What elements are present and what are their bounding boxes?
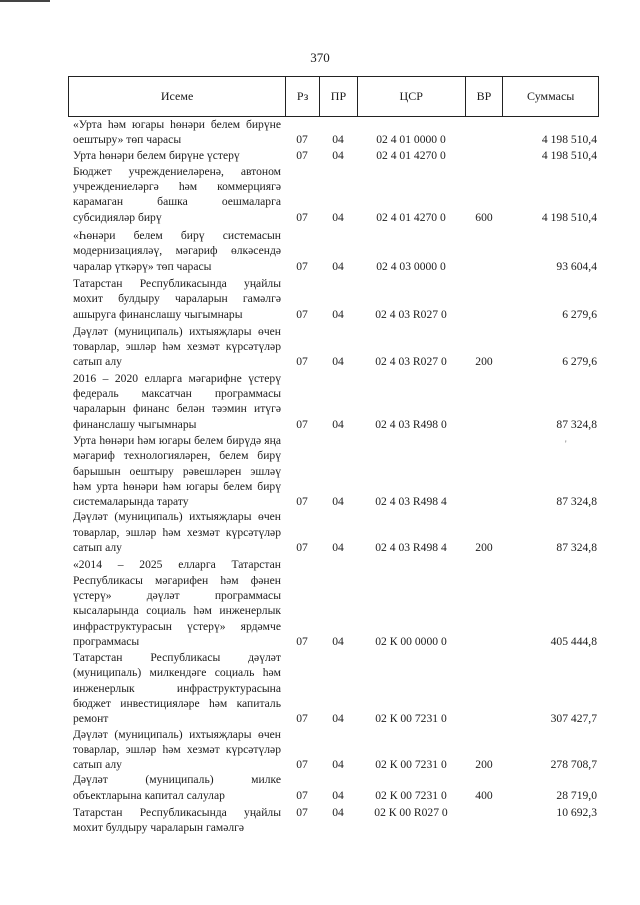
header-sum: Суммасы [502,77,598,116]
header-vr: ВР [465,77,503,116]
cell-rz: 07 [296,758,308,772]
cell-sum: 87 324,8 [556,495,597,509]
table-row [68,509,599,555]
cell-vr: 200 [475,355,493,369]
table-row [68,164,599,225]
cell-pr: 04 [332,133,344,147]
cell-csr: 02 К 00 7231 0 [375,712,447,726]
cell-sum: 93 604,4 [556,259,597,273]
table-header [68,76,599,117]
cell-pr: 04 [332,495,344,509]
cell-csr: 02 К 00 0000 0 [375,634,447,648]
cell-rz: 07 [296,541,308,555]
cell-name: Дәүләт (муниципаль) ихтыяҗлары өчен товарлар, эшләр һәм хезмәт күрсәтүләр сатып алу [73,727,281,772]
cell-name: Урта һөнәри белем бирүне үстерү [73,148,240,162]
cell-sum: 4 198 510,4 [541,133,597,147]
cell-rz: 07 [296,634,308,648]
cell-rz: 07 [296,259,308,273]
cell-pr: 04 [332,355,344,369]
table-row [68,557,599,649]
cell-sum: 87 324,8 [556,541,597,555]
cell-csr: 02 4 01 4270 0 [376,148,446,162]
cell-pr: 04 [332,210,344,224]
cell-name: Татарстан Республикасында уңайлы мохит булдыру чараларын гамәлгә ашыруга финанслашу чыгымнары [73,276,281,321]
cell-name: Дәүләт (муниципаль) милке объектларына капитал салулар [73,773,281,802]
table-row [68,433,599,509]
cell-pr: 04 [332,541,344,555]
cell-sum: 6 279,6 [562,355,597,369]
cell-vr: 400 [475,788,493,802]
cell-name: Дәүләт (муниципаль) ихтыяҗлары өчен товарлар, эшләр һәм хезмәт күрсәтүләр сатып алу [73,324,281,369]
cell-csr: 02 4 03 R498 4 [375,541,447,555]
cell-csr: 02 4 01 4270 0 [376,210,446,224]
cell-pr: 04 [332,634,344,648]
cell-name: Дәүләт (муниципаль) ихтыяҗлары өчен товарлар, эшләр һәм хезмәт күрсәтүләр сатып алу [73,510,281,555]
table-row [68,324,599,370]
cell-pr: 04 [332,417,344,431]
cell-name: «2014 – 2025 елларга Татарстан Республикасы мәгарифен һәм фәнен үстерү» дәүләт программасы кысаларында социаль һәм инженерлык инфраструктурасын үстерү» ярдәмче программасы [73,558,281,648]
cell-rz: 07 [296,417,308,431]
table-row [68,228,599,274]
cell-csr: 02 4 03 R027 0 [375,355,447,369]
cell-sum: 278 708,7 [550,758,597,772]
cell-sum: 6 279,6 [562,307,597,321]
cell-sum: 28 719,0 [556,788,597,802]
page-number: 370 [310,50,330,65]
cell-sum: 87 324,8 [556,417,597,431]
cell-pr: 04 [332,758,344,772]
cell-rz: 07 [296,788,308,802]
header-name: Исеме [160,89,194,103]
cell-pr: 04 [332,148,344,162]
cell-sum: 4 198 510,4 [541,210,597,224]
cell-rz: 07 [296,307,308,321]
cell-name: «Һөнәри белем бирү системасын модернизацияләү, мәгариф өлкәсендә чаралар үткәрү» төп чарасы [73,229,281,273]
scan-corner-mark [0,0,50,2]
header-rz: Рз [285,77,319,116]
cell-name: 2016 – 2020 елларга мәгарифне үстерү федераль максатчан программасы чараларын финанс белән тәэмин итүгә финанслашу чыгымнары [73,371,281,431]
table-row [68,727,599,773]
cell-sum: 307 427,7 [550,712,597,726]
table-row [68,371,599,432]
table-row [68,148,599,163]
cell-csr: 02 4 03 0000 0 [376,259,446,273]
cell-csr: 02 4 03 R027 0 [375,307,447,321]
cell-name: Татарстан Республикасында уңайлы мохит булдыру чараларын гамәлгә [73,806,281,835]
header-csr: ЦСР [357,77,465,116]
budget-table [68,76,599,836]
cell-sum: 4 198 510,4 [541,148,597,162]
cell-csr: 02 К 00 R027 0 [374,806,448,820]
cell-vr: 200 [475,758,493,772]
cell-rz: 07 [296,210,308,224]
cell-rz: 07 [296,133,308,147]
header-pr: ПР [319,77,357,116]
cell-vr: 200 [475,541,493,555]
cell-rz: 07 [296,355,308,369]
cell-pr: 04 [332,788,344,802]
cell-pr: 04 [332,259,344,273]
cell-pr: 04 [332,307,344,321]
cell-name: Татарстан Республикасы дәүләт (муниципаль) милкендәге социаль һәм инженерлык инфраструктурасына бюджет инвестицияләре һәм капиталь ремонт [73,651,281,726]
cell-sum: 10 692,3 [556,806,597,820]
cell-csr: 02 4 03 R498 4 [375,495,447,509]
cell-sum: 405 444,8 [550,634,597,648]
cell-name: Бюджет учреждениеләренә, автоном учреждениеләргә һәм коммерциягә карамаган башка оешмаларга субсидияләр бирү [73,164,281,224]
cell-name: Урта һөнәри һәм югары белем бирүдә яңа мәгариф технологияләрен, белем бирү барышын оештыру рәвешләрен эшләү һәм урта һөнәри һәм югары белем бирү системаларында тарату [73,433,281,509]
cell-csr: 02 К 00 7231 0 [375,758,447,772]
cell-rz: 07 [296,495,308,509]
cell-rz: 07 [296,712,308,726]
table-row [68,276,599,322]
table-row [68,117,599,148]
table-body [68,117,599,836]
cell-csr: 02 4 03 R498 0 [375,417,447,431]
cell-csr: 02 К 00 7231 0 [375,788,447,802]
table-row [68,772,599,803]
cell-pr: 04 [332,806,344,820]
scan-speck: ' [565,439,567,449]
cell-pr: 04 [332,712,344,726]
cell-rz: 07 [296,806,308,820]
cell-csr: 02 4 01 0000 0 [376,133,446,147]
cell-vr: 600 [475,210,493,224]
cell-name: «Урта һәм югары һөнәри белем бирүне оештыру» төп чарасы [73,118,281,147]
table-row [68,805,599,836]
table-row [68,650,599,726]
cell-rz: 07 [296,148,308,162]
